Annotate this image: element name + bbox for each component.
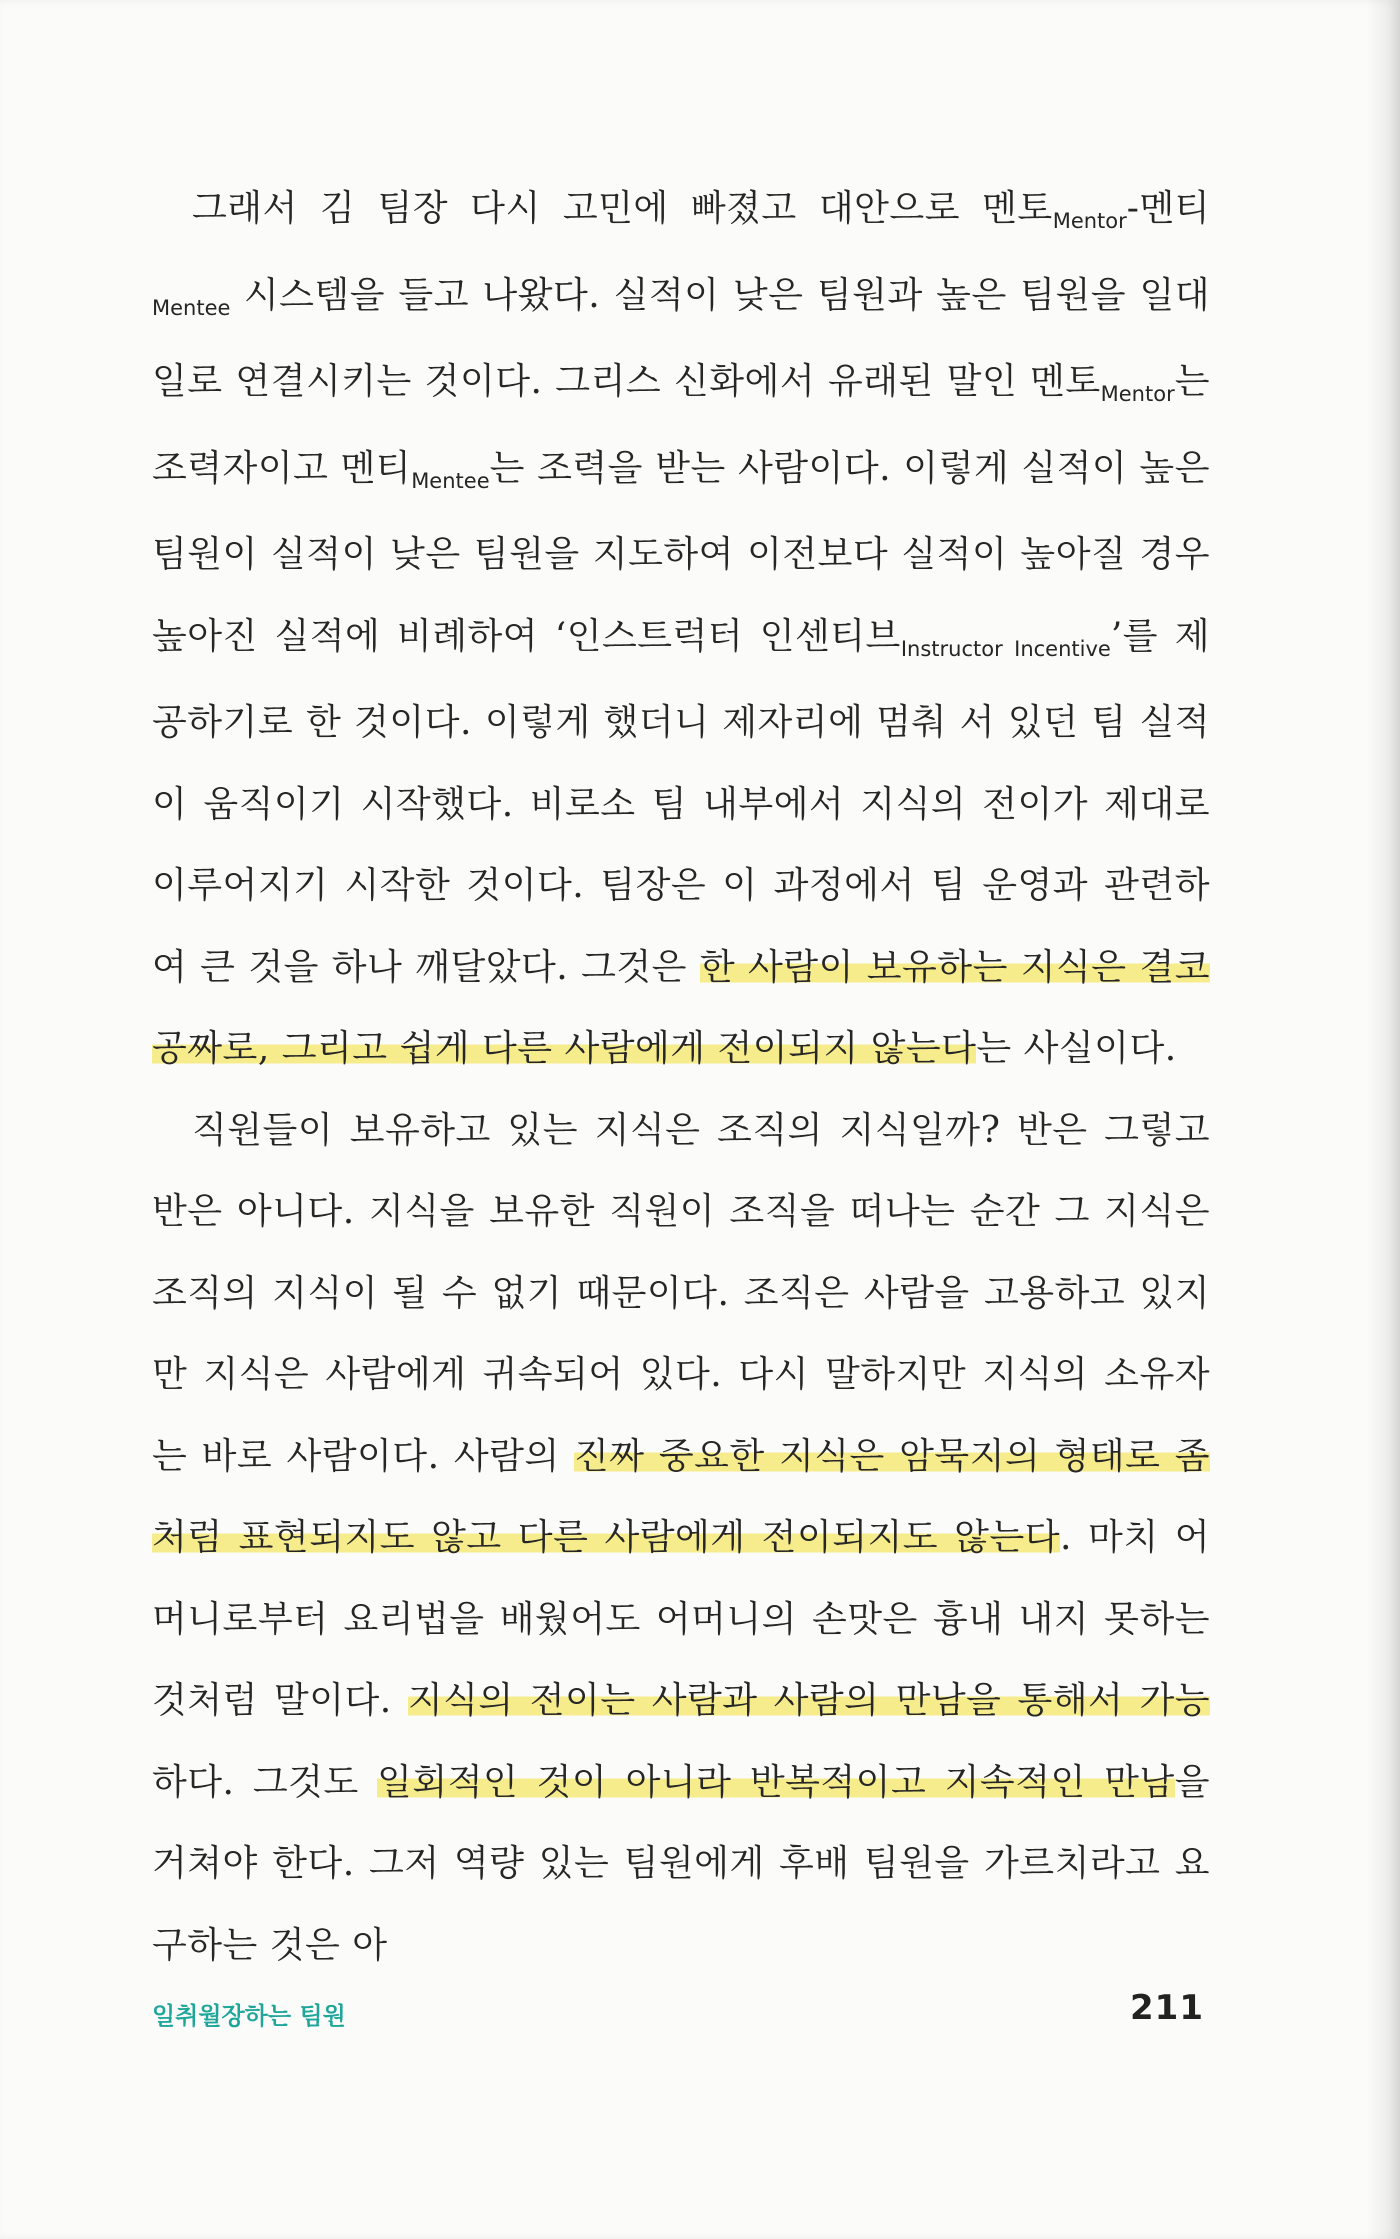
segment: 는 조력자이고 멘티 [152,361,1210,489]
english-gloss: Instructor Incentive [900,636,1111,661]
english-gloss: Mentor [1100,382,1175,406]
segment: 을 거쳐야 한다. 그저 역량 있는 팀원에게 후배 팀원을 가르치라고 요구하는 것은 아 [152,1761,1210,1966]
english-gloss: Mentee [152,295,231,320]
segment: 는 사실이다. [976,1028,1177,1069]
english-gloss: Mentee [411,468,490,493]
paragraph-1 [152,168,1210,1090]
highlighted-text: 한 사람이 보유하는 지식은 결코 공짜로, 그리고 쉽게 다른 사람에게 전이되지 않는다 [152,946,1210,1069]
page-number: 211 [1130,1988,1204,2028]
paragraph-2 [152,1090,1210,1987]
english-gloss: Mentor [1052,209,1127,233]
body-text [152,168,1210,1986]
segment: 는 조력을 받는 사람이다. 이렇게 실적이 높은 팀원이 실적이 낮은 팀원을 지도하여 이전보다 실적이 높아질 경우 높아진 실적에 비례하여 ‘인스트럭터 인센티브 [152,447,1210,657]
segment: -멘티 [1126,188,1210,229]
page-edge-shadow [1366,0,1400,2239]
highlighted-text: 진짜 중요한 지식은 암묵지의 형태로 좀처럼 표현되지도 않고 다른 사람에게 전이되지도 않는다 [152,1435,1210,1558]
footer-book-title: 일취월장하는 팀원 [152,2002,346,2030]
highlighted-text: 일회적인 것이 아니라 반복적이고 지속적인 만남 [377,1761,1175,1803]
segment: 하다. 그것도 [152,1761,378,1803]
segment: 그래서 김 팀장 다시 고민에 빠졌고 대안으로 멘토 [192,188,1053,229]
highlighted-text: 지식의 전이는 사람과 사람의 만남을 통해서 가능 [407,1680,1210,1721]
segment: . 마치 어머니로부터 요리법을 배웠어도 어머니의 손맛은 흉내 내지 못하는 것처럼 말이다. [152,1517,1210,1721]
segment: 시스템을 들고 나왔다. 실적이 낮은 팀원과 높은 팀원을 일대일로 연결시키는 것이다. 그리스 신화에서 유래된 말인 멘토 [152,274,1210,402]
segment: 직원들이 보유하고 있는 지식은 조직의 지식일까? 반은 그렇고 반은 아니다. 지식을 보유한 직원이 조직을 떠나는 순간 그 지식은 조직의 지식이 될 수 없기 때문이다. 조직은 사람을 고용하고 있지만 지식은 사람에게 귀속되어 있다. 다시 말하지만 지식의 소유자는 바로 사람이다. 사람의 [152,1109,1210,1477]
segment: ’를 제공하기로 한 것이다. 이렇게 했더니 제자리에 멈춰 서 있던 팀 실적이 움직이기 시작했다. 비로소 팀 내부에서 지식의 전이가 제대로 이루어지기 시작한 것이다. 팀장은 이 과정에서 팀 운영과 관련하여 큰 것을 하나 깨달았다. 그것은 [152,615,1210,988]
